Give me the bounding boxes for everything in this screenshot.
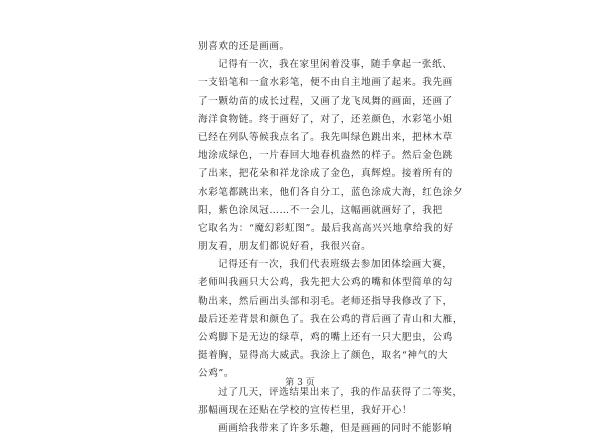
text-line: 了出来，把花朵和祥龙涂成了金色，真辉煌。接着所有的 [198,168,453,180]
text-line: 公鸡”。 [198,368,235,380]
text-line: 阳，紫色涂凤冠……不一会儿，这幅画就画好了，我把 [198,204,443,216]
text-line: 公鸡脚下是无边的绿草，鸡的嘴上还有一只大肥虫，公鸡 [198,332,453,343]
text-line: 老师叫我画只大公鸡，我先把大公鸡的嘴和体型简单的勾 [198,277,453,289]
text-line: 记得还有一次，我们代表班级去参加团体绘画大赛， [218,259,453,271]
text-line: 已经在列队等候我点名了。我先叫绿色跳出来，把林木草 [198,131,453,143]
text-line: 水彩笔都跳出来，他们各自分工，蓝色涂成大海，红色涂夕 [198,186,464,198]
text-line: 了一颗幼苗的成长过程，又画了龙飞凤舞的画面，还画了 [198,95,453,107]
text-line: 朋友看，朋友们都说好看，我很兴奋。 [198,241,372,253]
page-number: 第 3 页 [285,378,315,388]
text-line: 画画给我带来了许多乐趣，但是画画的同时不能影响 [218,422,453,434]
text-line: 记得有一次，我在家里闲着没事，随手拿起一张纸、 [218,59,453,71]
text-line: 挺着胸，显得高大威武。我涂上了颜色，取名“神气的大 [198,350,449,362]
text-line: 别喜欢的还是画画。 [198,41,290,52]
text-line: 地涂成绿色，一片春回大地春机盎然的样子。然后金色跳 [198,150,453,162]
text-line: 最后还差背景和颜色了。我在公鸡的背后画了青山和大雁， [198,313,464,325]
text-line: 过了几天，评选结果出来了，我的作品获得了二等奖， [218,386,463,398]
text-line: 那幅画现在还贴在学校的宣传栏里，我好开心！ [198,404,413,416]
text-line: 海洋食物链。终于画好了，对了，还差颜色，水彩笔小姐 [198,113,453,125]
text-line: 勒出来，然后画出头部和羽毛。老师还指导我修改了下， [198,295,453,307]
text-line: 它取名为：“魔幻彩虹图”。最后我高高兴兴地拿给我的好 [198,222,454,234]
text-line: 一支铅笔和一盒水彩笔，便不由自主地画了起来。我先画 [198,77,453,89]
